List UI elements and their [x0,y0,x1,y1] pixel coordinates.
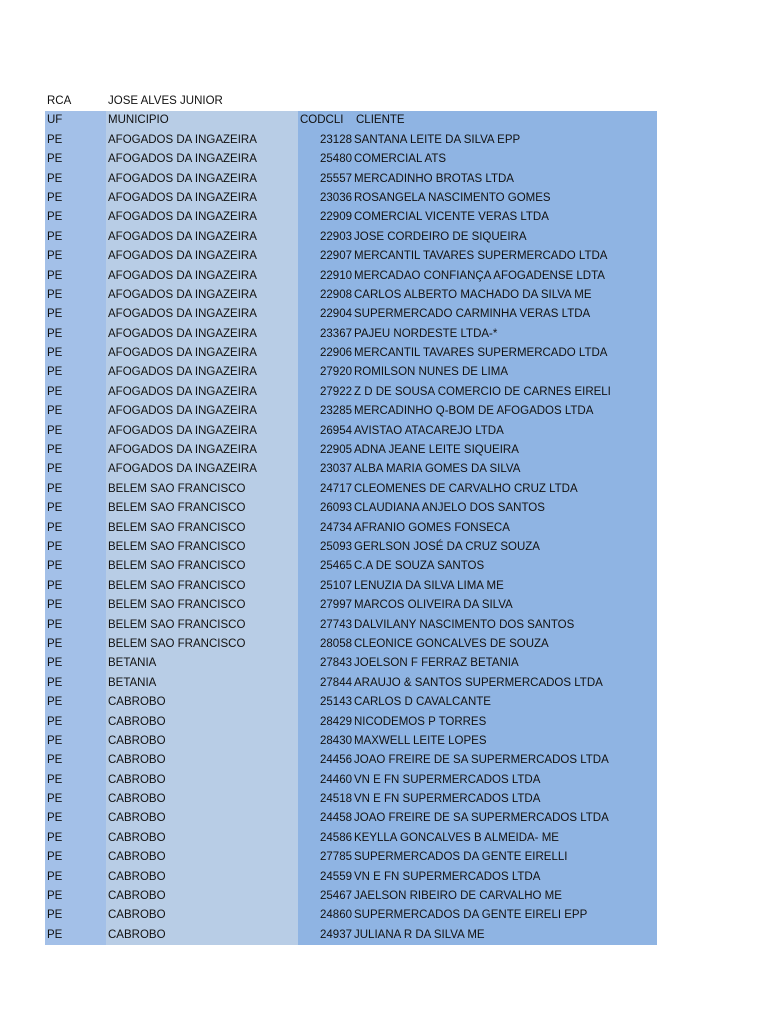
uf-cell: PE [45,538,106,557]
municipio-cell: AFOGADOS DA INGAZEIRA [106,286,298,305]
codcli-cell: 25557 [298,170,353,189]
cliente-cell: DALVILANY NASCIMENTO DOS SANTOS [353,616,657,635]
uf-cell: PE [45,848,106,867]
uf-cell: PE [45,790,106,809]
uf-cell: PE [45,732,106,751]
municipio-cell: AFOGADOS DA INGAZEIRA [106,150,298,169]
municipio-cell: AFOGADOS DA INGAZEIRA [106,170,298,189]
cliente-cell: MAXWELL LEITE LOPES [353,732,657,751]
client-table [45,92,657,945]
header-cliente: CLIENTE [353,111,657,130]
table-row [45,771,657,790]
municipio-cell: AFOGADOS DA INGAZEIRA [106,383,298,402]
cliente-cell: MERCADAO CONFIANÇA AFOGADENSE LDTA [353,267,657,286]
uf-cell: PE [45,247,106,266]
municipio-cell: AFOGADOS DA INGAZEIRA [106,441,298,460]
municipio-cell: CABROBO [106,790,298,809]
cliente-cell: ARAUJO & SANTOS SUPERMERCADOS LTDA [353,674,657,693]
table-row [45,460,657,479]
codcli-cell: 23036 [298,189,353,208]
uf-cell: PE [45,596,106,615]
codcli-cell: 27920 [298,363,353,382]
table-row [45,208,657,227]
codcli-cell: 23128 [298,131,353,150]
codcli-cell: 24717 [298,480,353,499]
municipio-cell: AFOGADOS DA INGAZEIRA [106,402,298,421]
cliente-cell: CLAUDIANA ANJELO DOS SANTOS [353,499,657,518]
municipio-cell: AFOGADOS DA INGAZEIRA [106,344,298,363]
uf-cell: PE [45,363,106,382]
municipio-cell: CABROBO [106,868,298,887]
table-row [45,131,657,150]
table-row [45,654,657,673]
table-row [45,441,657,460]
municipio-cell: BELEM SAO FRANCISCO [106,538,298,557]
municipio-cell: BELEM SAO FRANCISCO [106,480,298,499]
table-row [45,732,657,751]
codcli-cell: 25480 [298,150,353,169]
cliente-cell: VN E FN SUPERMERCADOS LTDA [353,868,657,887]
cliente-cell: JULIANA R DA SILVA ME [353,926,657,945]
uf-cell: PE [45,422,106,441]
codcli-cell: 27843 [298,654,353,673]
cliente-cell: CLEOMENES DE CARVALHO CRUZ LTDA [353,480,657,499]
codcli-cell: 27922 [298,383,353,402]
uf-cell: PE [45,713,106,732]
codcli-cell: 22909 [298,208,353,227]
table-row [45,674,657,693]
cliente-cell: JOELSON F FERRAZ BETANIA [353,654,657,673]
table-row [45,751,657,770]
cliente-cell: SUPERMERCADOS DA GENTE EIRELI EPP [353,906,657,925]
municipio-cell: CABROBO [106,926,298,945]
cliente-cell: COMERCIAL VICENTE VERAS LTDA [353,208,657,227]
codcli-cell: 28430 [298,732,353,751]
table-row [45,868,657,887]
municipio-cell: CABROBO [106,887,298,906]
uf-cell: PE [45,305,106,324]
municipio-cell: BELEM SAO FRANCISCO [106,577,298,596]
table-row [45,926,657,945]
codcli-cell: 24458 [298,809,353,828]
uf-cell: PE [45,267,106,286]
municipio-cell: CABROBO [106,829,298,848]
uf-cell: PE [45,441,106,460]
codcli-cell: 23285 [298,402,353,421]
uf-cell: PE [45,402,106,421]
table-row [45,557,657,576]
uf-cell: PE [45,616,106,635]
cliente-cell: JOAO FREIRE DE SA SUPERMERCADOS LTDA [353,809,657,828]
cliente-cell: JAELSON RIBEIRO DE CARVALHO ME [353,887,657,906]
codcli-cell: 27785 [298,848,353,867]
table-row [45,499,657,518]
municipio-cell: AFOGADOS DA INGAZEIRA [106,305,298,324]
codcli-cell: 25093 [298,538,353,557]
municipio-cell: BELEM SAO FRANCISCO [106,519,298,538]
codcli-cell: 22907 [298,247,353,266]
municipio-cell: AFOGADOS DA INGAZEIRA [106,131,298,150]
table-row [45,693,657,712]
municipio-cell: AFOGADOS DA INGAZEIRA [106,460,298,479]
cliente-cell: MERCANTIL TAVARES SUPERMERCADO LTDA [353,247,657,266]
municipio-cell: AFOGADOS DA INGAZEIRA [106,267,298,286]
table-row [45,422,657,441]
municipio-cell: CABROBO [106,693,298,712]
uf-cell: PE [45,131,106,150]
cliente-cell: MERCANTIL TAVARES SUPERMERCADO LTDA [353,344,657,363]
codcli-cell: 24860 [298,906,353,925]
uf-cell: PE [45,460,106,479]
header-uf: UF [45,111,106,130]
table-row [45,906,657,925]
table-row [45,480,657,499]
table-row [45,170,657,189]
uf-cell: PE [45,829,106,848]
header-municipio: MUNICIPIO [106,111,298,130]
uf-cell: PE [45,868,106,887]
cliente-cell: ROSANGELA NASCIMENTO GOMES [353,189,657,208]
cliente-cell: AVISTAO ATACAREJO LTDA [353,422,657,441]
table-row [45,189,657,208]
municipio-cell: BELEM SAO FRANCISCO [106,557,298,576]
uf-cell: PE [45,635,106,654]
table-row [45,887,657,906]
municipio-cell: CABROBO [106,906,298,925]
table-row [45,577,657,596]
municipio-cell: AFOGADOS DA INGAZEIRA [106,422,298,441]
table-row [45,286,657,305]
table-row [45,596,657,615]
municipio-cell: AFOGADOS DA INGAZEIRA [106,247,298,266]
codcli-cell: 22906 [298,344,353,363]
header-codcli: CODCLI [298,111,353,130]
uf-cell: PE [45,189,106,208]
table-row [45,635,657,654]
cliente-cell: ROMILSON NUNES DE LIMA [353,363,657,382]
municipio-cell: CABROBO [106,809,298,828]
codcli-cell: 25465 [298,557,353,576]
codcli-cell: 24734 [298,519,353,538]
uf-cell: PE [45,150,106,169]
uf-cell: PE [45,906,106,925]
cliente-cell: MARCOS OLIVEIRA DA SILVA [353,596,657,615]
uf-cell: PE [45,325,106,344]
municipio-cell: CABROBO [106,751,298,770]
municipio-cell: BELEM SAO FRANCISCO [106,616,298,635]
municipio-cell: AFOGADOS DA INGAZEIRA [106,228,298,247]
municipio-cell: AFOGADOS DA INGAZEIRA [106,325,298,344]
cliente-cell: CARLOS D CAVALCANTE [353,693,657,712]
codcli-cell: 22910 [298,267,353,286]
codcli-cell: 27997 [298,596,353,615]
uf-cell: PE [45,286,106,305]
codcli-cell: 22908 [298,286,353,305]
codcli-cell: 24937 [298,926,353,945]
cliente-cell: VN E FN SUPERMERCADOS LTDA [353,771,657,790]
cliente-cell: ALBA MARIA GOMES DA SILVA [353,460,657,479]
uf-cell: PE [45,674,106,693]
rca-row [45,92,657,111]
table-row [45,267,657,286]
cliente-cell: MERCADINHO Q-BOM DE AFOGADOS LTDA [353,402,657,421]
codcli-cell: 24456 [298,751,353,770]
codcli-cell: 22904 [298,305,353,324]
codcli-cell: 25467 [298,887,353,906]
cliente-cell: AFRANIO GOMES FONSECA [353,519,657,538]
cliente-cell: COMERCIAL ATS [353,150,657,169]
codcli-cell: 25107 [298,577,353,596]
table-row [45,829,657,848]
cliente-cell: ADNA JEANE LEITE SIQUEIRA [353,441,657,460]
table-row [45,616,657,635]
cliente-cell: NICODEMOS P TORRES [353,713,657,732]
table-row [45,519,657,538]
municipio-cell: CABROBO [106,848,298,867]
table-row [45,790,657,809]
cliente-cell: JOAO FREIRE DE SA SUPERMERCADOS LTDA [353,751,657,770]
rca-name: JOSE ALVES JUNIOR [106,92,298,111]
cliente-cell: VN E FN SUPERMERCADOS LTDA [353,790,657,809]
uf-cell: PE [45,693,106,712]
codcli-cell: 23037 [298,460,353,479]
cliente-cell: MERCADINHO BROTAS LTDA [353,170,657,189]
cliente-cell: GERLSON JOSÉ DA CRUZ SOUZA [353,538,657,557]
codcli-cell: 27743 [298,616,353,635]
uf-cell: PE [45,480,106,499]
codcli-cell: 24460 [298,771,353,790]
municipio-cell: CABROBO [106,771,298,790]
codcli-cell: 24518 [298,790,353,809]
municipio-cell: CABROBO [106,713,298,732]
cliente-cell: SUPERMERCADOS DA GENTE EIRELLI [353,848,657,867]
table-row [45,538,657,557]
cliente-cell: Z D DE SOUSA COMERCIO DE CARNES EIRELI [353,383,657,402]
uf-cell: PE [45,926,106,945]
uf-cell: PE [45,383,106,402]
uf-cell: PE [45,519,106,538]
municipio-cell: AFOGADOS DA INGAZEIRA [106,363,298,382]
codcli-cell: 28058 [298,635,353,654]
municipio-cell: BELEM SAO FRANCISCO [106,499,298,518]
table-row [45,848,657,867]
column-header-row [45,111,657,130]
codcli-cell: 23367 [298,325,353,344]
uf-cell: PE [45,170,106,189]
uf-cell: PE [45,887,106,906]
cliente-cell: LENUZIA DA SILVA LIMA ME [353,577,657,596]
table-row [45,150,657,169]
cliente-cell: PAJEU NORDESTE LTDA-* [353,325,657,344]
cliente-cell: KEYLLA GONCALVES B ALMEIDA- ME [353,829,657,848]
cliente-cell: CLEONICE GONCALVES DE SOUZA [353,635,657,654]
uf-cell: PE [45,771,106,790]
uf-cell: PE [45,228,106,247]
cliente-cell: SANTANA LEITE DA SILVA EPP [353,131,657,150]
uf-cell: PE [45,557,106,576]
municipio-cell: BELEM SAO FRANCISCO [106,596,298,615]
municipio-cell: CABROBO [106,732,298,751]
table-row [45,402,657,421]
codcli-cell: 22903 [298,228,353,247]
municipio-cell: BELEM SAO FRANCISCO [106,635,298,654]
municipio-cell: BETANIA [106,654,298,673]
uf-cell: PE [45,809,106,828]
municipio-cell: AFOGADOS DA INGAZEIRA [106,189,298,208]
table-row [45,228,657,247]
table-row [45,383,657,402]
table-row [45,713,657,732]
municipio-cell: AFOGADOS DA INGAZEIRA [106,208,298,227]
table-row [45,344,657,363]
codcli-cell: 26093 [298,499,353,518]
cliente-cell: SUPERMERCADO CARMINHA VERAS LTDA [353,305,657,324]
cliente-cell: JOSE CORDEIRO DE SIQUEIRA [353,228,657,247]
uf-cell: PE [45,208,106,227]
uf-cell: PE [45,344,106,363]
codcli-cell: 28429 [298,713,353,732]
municipio-cell: BETANIA [106,674,298,693]
table-row [45,325,657,344]
uf-cell: PE [45,751,106,770]
codcli-cell: 22905 [298,441,353,460]
uf-cell: PE [45,499,106,518]
table-body [45,131,657,945]
codcli-cell: 24559 [298,868,353,887]
codcli-cell: 26954 [298,422,353,441]
cliente-cell: CARLOS ALBERTO MACHADO DA SILVA ME [353,286,657,305]
codcli-cell: 25143 [298,693,353,712]
uf-cell: PE [45,577,106,596]
uf-cell: PE [45,654,106,673]
table-row [45,247,657,266]
table-row [45,809,657,828]
codcli-cell: 24586 [298,829,353,848]
table-row [45,305,657,324]
table-row [45,363,657,382]
cliente-cell: C.A DE SOUZA SANTOS [353,557,657,576]
rca-label: RCA [45,92,106,111]
codcli-cell: 27844 [298,674,353,693]
